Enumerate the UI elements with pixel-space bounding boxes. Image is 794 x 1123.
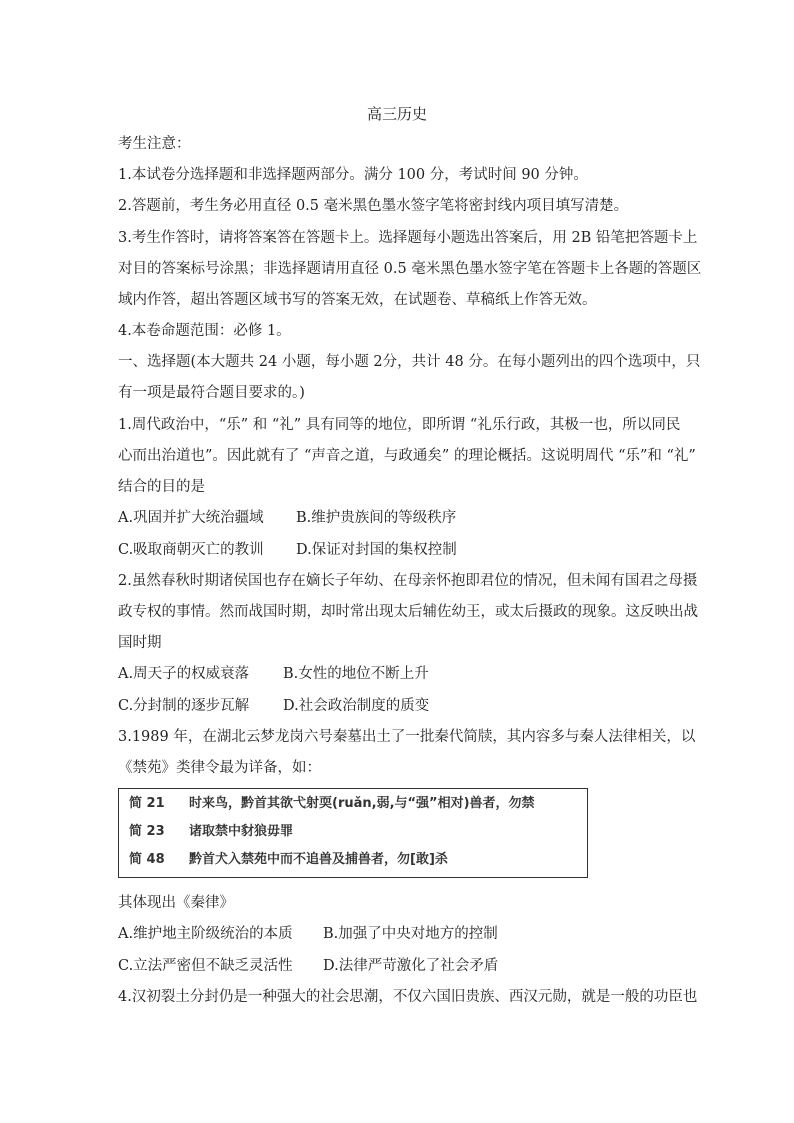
q2-option-c: C.分封制的逐步瓦解 bbox=[118, 698, 250, 714]
slip-text: 时来鸟，黔首其欲弋射耎(ruǎn,弱,与“强”相对)兽者，勿禁 bbox=[189, 796, 535, 811]
page-title: 高三历史 bbox=[366, 105, 427, 123]
section-heading: 一、选择题(本大题共 24 小题，每小题 2分，共计 48 分。在每小题列出的四个选项中，只 bbox=[118, 354, 701, 370]
q1-option-a: A.巩固并扩大统治疆域 bbox=[118, 510, 264, 526]
q1-option-c: C.吸取商朝灭亡的教训 bbox=[118, 542, 264, 558]
q3-option-b: B.加强了中央对地方的控制 bbox=[323, 926, 498, 942]
notice-line: 域内作答，超出答题区域书写的答案无效，在试题卷、草稿纸上作答无效。 bbox=[118, 292, 597, 308]
q2-option-a: A.周天子的权威衰落 bbox=[118, 666, 250, 682]
notice-line: 1.本试卷分选择题和非选择题两部分。满分 100 分，考试时间 90 分钟。 bbox=[118, 167, 588, 183]
notice-line: 2.答题前，考生务必用直径 0.5 毫米黑色墨水签字笔将密封线内项目填写清楚。 bbox=[118, 198, 629, 214]
notice-heading: 考生注意： bbox=[118, 136, 191, 152]
slip-label: 简 48 bbox=[129, 852, 165, 867]
slip-text: 黔首犬入禁苑中而不追兽及捕兽者，勿[敢]杀 bbox=[189, 852, 448, 867]
q1-option-b: B.维护贵族间的等级秩序 bbox=[296, 510, 457, 526]
q3-option-d: D.法律严苛激化了社会矛盾 bbox=[323, 958, 499, 974]
q3-after: 其体现出《秦律》 bbox=[118, 895, 234, 911]
section-heading: 有一项是最符合题目要求的。) bbox=[118, 385, 305, 401]
table-row bbox=[129, 851, 448, 869]
q1-stem: 心而出治道也”。因此就有了 “声音之道，与政通矣” 的理论概括。这说明周代 “乐”和 “礼” bbox=[118, 448, 696, 464]
notice-line: 3.考生作答时，请将答案答在答题卡上。选择题每小题选出答案后，用 2B 铅笔把答题卡上 bbox=[118, 230, 698, 246]
table-row bbox=[129, 795, 535, 813]
q1-stem: 结合的目的是 bbox=[118, 479, 205, 495]
slip-label: 简 21 bbox=[129, 796, 165, 811]
q3-stem: 《禁苑》类律令最为详备，如： bbox=[118, 760, 321, 776]
table-row bbox=[129, 823, 293, 841]
slip-label: 简 23 bbox=[129, 824, 165, 839]
q2-option-b: B.女性的地位不断上升 bbox=[283, 666, 429, 682]
q2-option-d: D.社会政治制度的质变 bbox=[283, 698, 430, 714]
bamboo-slip-table bbox=[118, 788, 588, 878]
q3-stem: 3.1989 年，在湖北云梦龙岗六号秦墓出土了一批秦代简牍，其内容多与秦人法律相关，以 bbox=[118, 729, 696, 745]
q3-option-a: A.维护地主阶级统治的本质 bbox=[118, 926, 293, 942]
slip-text: 诸取禁中豺狼毋罪 bbox=[189, 824, 294, 839]
q1-stem: 1.周代政治中，“乐” 和 “礼” 具有同等的地位，即所谓 “礼乐行政，其极一也，所以同民 bbox=[118, 417, 681, 433]
q1-option-d: D.保证对封国的集权控制 bbox=[296, 542, 457, 558]
q4-stem: 4.汉初裂土分封仍是一种强大的社会思潮，不仅六国旧贵族、西汉元勋，就是一般的功臣也 bbox=[118, 989, 698, 1005]
notice-line: 对目的答案标号涂黑；非选择题请用直径 0.5 毫米黑色墨水签字笔在答题卡上各题的答题区 bbox=[118, 261, 702, 277]
q3-option-c: C.立法严密但不缺乏灵活性 bbox=[118, 958, 293, 974]
q2-stem: 2.虽然春秋时期诸侯国也存在嫡长子年幼、在母亲怀抱即君位的情况，但未闻有国君之母摄 bbox=[118, 573, 698, 589]
notice-line: 4.本卷命题范围：必修 1。 bbox=[118, 323, 291, 339]
q2-stem: 政专权的事情。然而战国时期，却时常出现太后辅佐幼王，或太后摄政的现象。这反映出战 bbox=[118, 604, 698, 620]
q2-stem: 国时期 bbox=[118, 635, 162, 651]
